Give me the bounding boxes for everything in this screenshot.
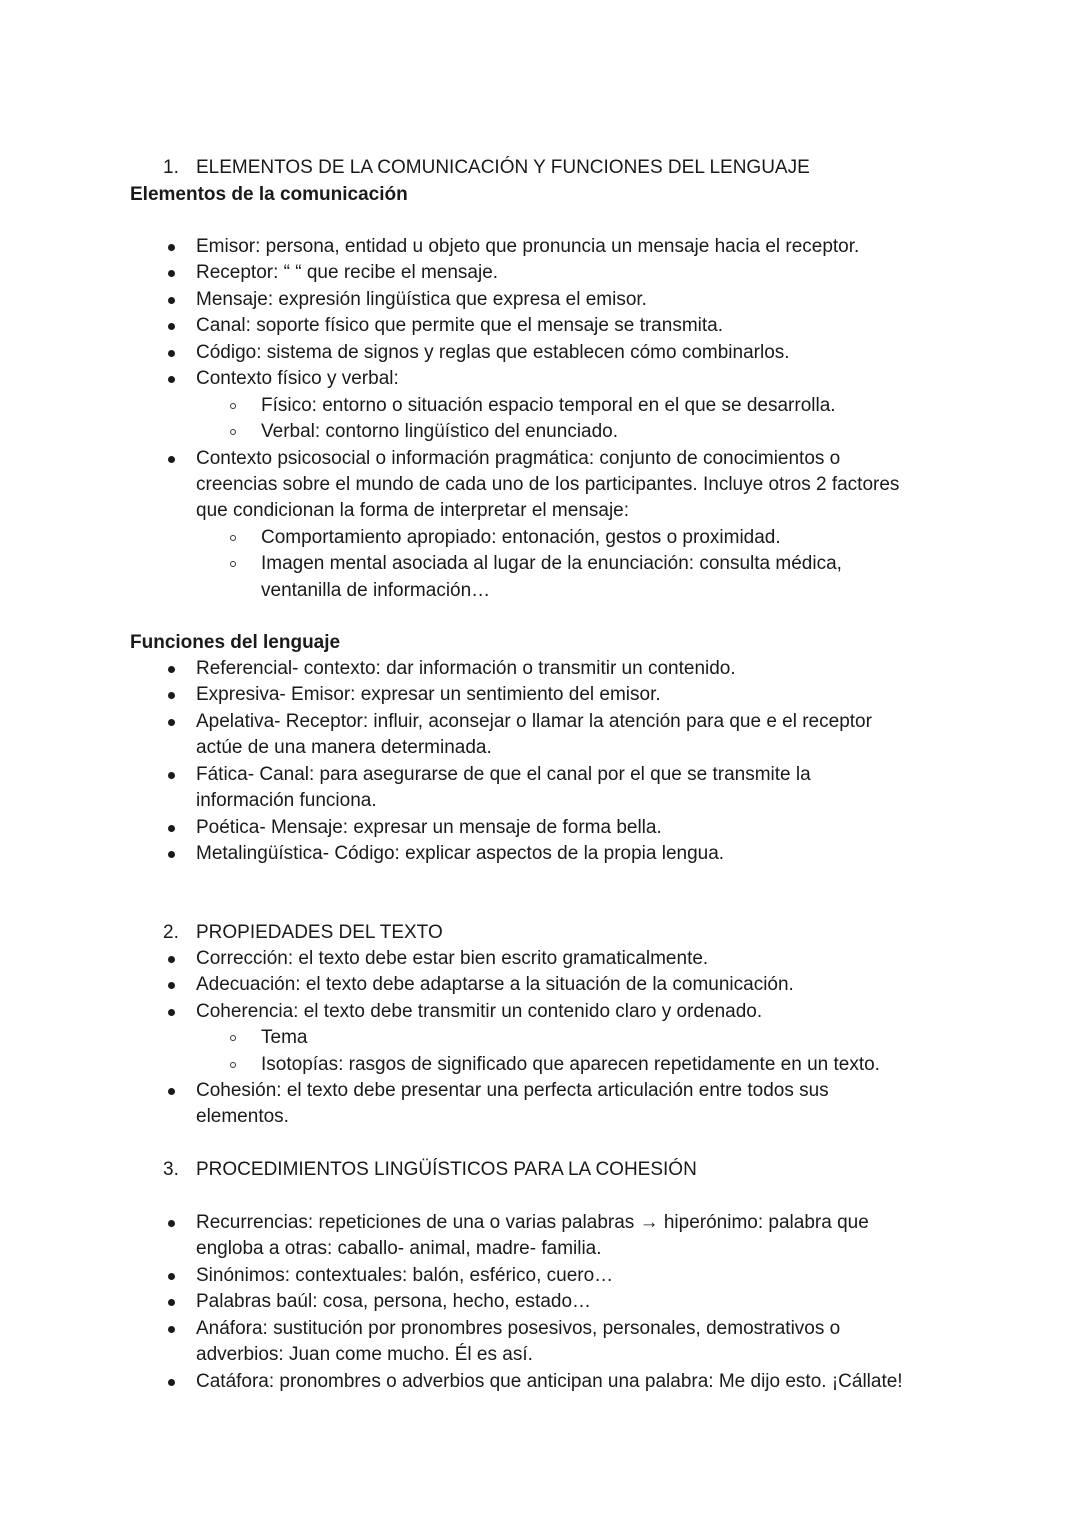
bullet-icon — [168, 692, 175, 699]
bullet-icon — [168, 1273, 175, 1280]
list-item-continuation: creencias sobre el mundo de cada uno de los participantes. Incluye otros 2 factores — [196, 474, 900, 495]
sub-list-item: Físico: entorno o situación espacio temporal en el que se desarrolla. — [261, 395, 836, 416]
list-item: Cohesión: el texto debe presentar una perfecta articulación entre todos sus — [196, 1080, 829, 1101]
sub-bullet-icon — [230, 1035, 236, 1041]
sub-list-item: Comportamiento apropiado: entonación, gestos o proximidad. — [261, 527, 781, 548]
list-item-continuation: actúe de una manera determinada. — [196, 737, 492, 758]
bullet-icon — [168, 982, 175, 989]
bullet-icon — [168, 1088, 175, 1095]
list-item: Catáfora: pronombres o adverbios que anticipan una palabra: Me dijo esto. ¡Cállate! — [196, 1371, 903, 1392]
bullet-icon — [168, 1220, 175, 1227]
section-3-title: PROCEDIMIENTOS LINGÜÍSTICOS PARA LA COHESIÓN — [196, 1159, 697, 1180]
list-item: Contexto físico y verbal: — [196, 368, 399, 389]
sub-bullet-icon — [230, 535, 236, 541]
bullet-icon — [168, 323, 175, 330]
list-item: Recurrencias: repeticiones de una o varias palabras → hiperónimo: palabra que — [196, 1212, 869, 1233]
sub-list-item: Imagen mental asociada al lugar de la enunciación: consulta médica, — [261, 553, 842, 574]
sub-list-item: Verbal: contorno lingüístico del enunciado. — [261, 421, 619, 442]
list-item: Corrección: el texto debe estar bien escrito gramaticalmente. — [196, 948, 709, 969]
list-item: Receptor: “ “ que recibe el mensaje. — [196, 262, 499, 283]
bullet-icon — [168, 270, 175, 277]
list-item: Palabras baúl: cosa, persona, hecho, estado… — [196, 1291, 592, 1312]
sub-bullet-icon — [230, 403, 236, 409]
sub-bullet-icon — [230, 1062, 236, 1068]
bullet-icon — [168, 825, 175, 832]
bullet-icon — [168, 376, 175, 383]
list-item: Metalingüística- Código: explicar aspectos de la propia lengua. — [196, 843, 725, 864]
bullet-icon — [168, 1326, 175, 1333]
bullet-icon — [168, 1299, 175, 1306]
list-item: Coherencia: el texto debe transmitir un contenido claro y ordenado. — [196, 1001, 763, 1022]
sub-list-item: Isotopías: rasgos de significado que aparecen repetidamente en un texto. — [261, 1054, 880, 1075]
bullet-icon — [168, 1009, 175, 1016]
bullet-icon — [168, 666, 175, 673]
section-2-title: PROPIEDADES DEL TEXTO — [196, 922, 443, 943]
section-2-number: 2. — [163, 922, 179, 943]
bullet-icon — [168, 350, 175, 357]
bullet-icon — [168, 456, 175, 463]
list-item: Sinónimos: contextuales: balón, esférico, cuero… — [196, 1265, 614, 1286]
list-item: Expresiva- Emisor: expresar un sentimiento del emisor. — [196, 684, 661, 705]
bullet-icon — [168, 851, 175, 858]
list-item-continuation: información funciona. — [196, 790, 377, 811]
list-item: Anáfora: sustitución por pronombres posesivos, personales, demostrativos o — [196, 1318, 841, 1339]
sub-list-item: Tema — [261, 1027, 308, 1048]
list-item: Emisor: persona, entidad u objeto que pronuncia un mensaje hacia el receptor. — [196, 236, 860, 257]
bullet-icon — [168, 956, 175, 963]
list-item: Contexto psicosocial o información pragmática: conjunto de conocimientos o — [196, 448, 841, 469]
bullet-icon — [168, 719, 175, 726]
bullet-icon — [168, 1379, 175, 1386]
list-item-continuation: que condicionan la forma de interpretar el mensaje: — [196, 500, 630, 521]
sub-bullet-icon — [230, 429, 236, 435]
bullet-icon — [168, 297, 175, 304]
subheading-elementos: Elementos de la comunicación — [130, 184, 408, 205]
subheading-funciones: Funciones del lenguaje — [130, 632, 341, 653]
list-item: Referencial- contexto: dar información o transmitir un contenido. — [196, 658, 736, 679]
list-item-continuation: adverbios: Juan come mucho. Él es así. — [196, 1344, 533, 1365]
sub-list-item-continuation: ventanilla de información… — [261, 580, 491, 601]
sub-bullet-icon — [230, 561, 236, 567]
list-item: Mensaje: expresión lingüística que expresa el emisor. — [196, 289, 647, 310]
list-item: Adecuación: el texto debe adaptarse a la situación de la comunicación. — [196, 974, 794, 995]
list-item: Fática- Canal: para asegurarse de que el canal por el que se transmite la — [196, 764, 811, 785]
section-1-title: ELEMENTOS DE LA COMUNICACIÓN Y FUNCIONES DEL LENGUAJE — [196, 157, 810, 178]
bullet-icon — [168, 772, 175, 779]
section-1-number: 1. — [163, 157, 179, 178]
section-3-number: 3. — [163, 1159, 179, 1180]
list-item: Poética- Mensaje: expresar un mensaje de forma bella. — [196, 817, 662, 838]
list-item: Apelativa- Receptor: influir, aconsejar o llamar la atención para que e el receptor — [196, 711, 872, 732]
list-item-continuation: engloba a otras: caballo- animal, madre- familia. — [196, 1238, 602, 1259]
bullet-icon — [168, 244, 175, 251]
list-item: Código: sistema de signos y reglas que establecen cómo combinarlos. — [196, 342, 790, 363]
list-item-continuation: elementos. — [196, 1106, 289, 1127]
list-item: Canal: soporte físico que permite que el mensaje se transmita. — [196, 315, 723, 336]
